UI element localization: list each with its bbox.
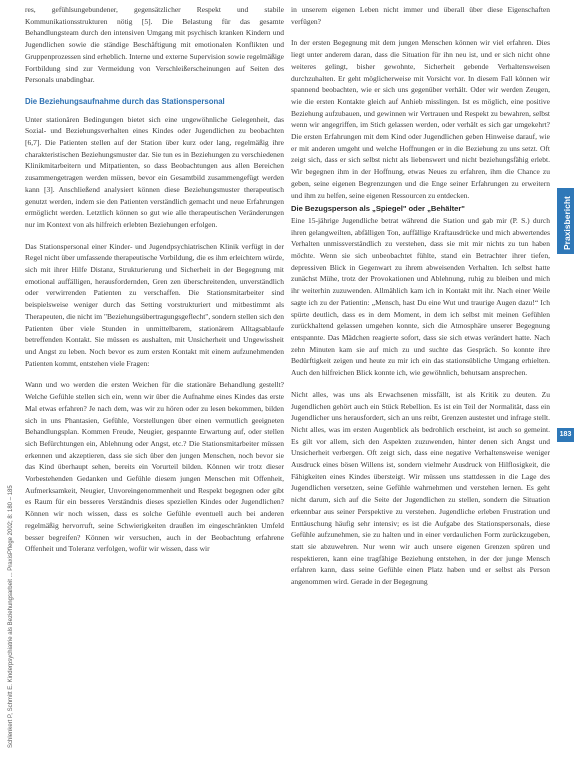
left-column [25,4,284,555]
paragraph: in unserem eigenen Leben nicht immer und überall über diese Eigenschaften verfügen? [291,5,550,26]
paragraph: Unter stationären Bedingungen bietet sich eine ungewöhnliche Gelegenheit, das Sozial- und Beziehungsverhalten eines Kindes oder Jugendlichen zu beobachten [6,7]. Die Patienten stellen auf der Station über kurz oder lang, regelmäßig ihre charakteristischen Beziehungsmuster dar. Sie tun es in Beziehungen zu verschiedenen Klinikmitarbeitern und Mitpatienten, so dass Beobachtungen aus allen Bereichen zusammengetragen werden müssen, bevor ein Gesamtbild zusammengefügt werden kann [3]. Anschließend analysiert können diese Beziehungsmuster therapeutisch genutzt werden, indem sie den Patienten verständlich gemacht und neue Erfahrungen ermöglicht werden. Letztlich können so gut wie alle therapeutischen Veränderungen nur im Kontext von als hilfreich erlebten Beziehungen erfolgen. [25,114,284,229]
subsection-heading: Die Bezugsperson als „Spiegel" oder „Behälter" [291,204,465,214]
citation-footer: Schlenkert P, Schmitt E. Kinderpsychiatrie als Beziehungsarbeit ... PraxisPflege 2002; 8: 180 – 185 [8,485,14,748]
paragraph: res, gefühlsungebundener, gegensätzlicher Respekt und stabile Kommunikationsstrukturen nötig [5]. Die Belastung für das gesamte Behandlungsteam durch den intensiven Umgang mit psychisch kranken Kindern und Jugendlichen sowie die ständige Beschäftigung mit emotionalen Konflikten und Gruppenprozessen sind erheblich. Interne und externe Supervision sowie regelmäßige Fortbildung sind zur Vermeidung von Verschleißerscheinungen auf Seiten des Personals unabdingbar. [25,5,284,85]
paragraph: Nicht alles, was uns als Erwachsenen missfällt, ist als Kritik zu deuten. Zu Jugendlichen gehört auch ein Stück Rebellion. Es ist ein Teil der Normalität, dass ein Jugendlicher uns herausfordert, sich an uns reibt, Grenzen austestet und infrage stellt. Nicht alles, was im ersten Augenblick als bedrohlich erscheint, ist auch so gemeint. Es gilt vor allem, sich den Aspekten zuzuwenden, hinter denen sich Angst und Unsicherheit verbergen. Oft zeigt sich, dass eine negative Verhaltensweise weniger Ausdruck eines bösen Willens ist, sondern vielmehr Ausdruck von Hilflosigkeit, die Fähigkeiten eines Kindes übersteigt. Wir müssen uns stattdessen in die Lage des Jugendlichen versetzen, seine Gefühle wahrnehmen und verstehen lernen. Es geht nicht darum, sich auf die Seite der Jugendlichen zu stellen, sondern die Situation erkennbar aus seiner Perspektive zu verstehen. Jugendliche erleben Frustration und Enttäuschung häufig sehr intensiv; es ist die Aufgabe des Stationspersonals, diese Gefühle aufzunehmen, sie zu halten und in einer verdaulichen Form zurückzugeben, statt sie abzuwehren. Nur wenn wir auch unsere eigenen Grenzen spüren und respektieren, kann eine tragfähige Beziehung entstehen, in der der junge Mensch erfahren kann, dass seine Gefühle einen Platz haben und er selbst als Person angenommen wird. Gerade in der Begegnung [291,389,550,587]
page-number: 183 [557,428,574,442]
paragraph: In der ersten Begegnung mit dem jungen Menschen können wir viel erfahren. Dies liegt unter anderem daran, dass die Situation für ihn neu ist, und er sich nicht ohne weiteres gelingt, bisher gewohnte, Sicherheit gebende Verhaltensweisen durchzuhalten. Er geht möglicherweise mit Vorsicht vor. In diesem Fall können wir spannend beobachten, wie er sich uns gegenüber verhält. Oder wir werden Zeugen, wie die ersten Kontakte gleich auf Anhieb misslingen. Ist es möglich, eine positive Beziehung aufzubauen, und gewinnen wir Vertrauen und Respekt zu bewahren, selbst wenn wir angegriffen, im Stich gelassen werden, oder verhält es sich gar umgekehrt? Die ersten Erfahrungen mit dem Kind oder Jugendlichen geben Hinweise darauf, wie er mit anderen umgeht und welche Hoffnungen er in die Beziehung zu uns setzt. Oft zeigt sich, dass er sich selbst nicht als liebenswert und nicht beziehungsfähig erlebt. Wir begegnen ihm in der Hoffnung, etwas Neues zu erfahren, ihm die Chance zu geben, seine eigenen Begrenzungen und die Enge seiner Erfahrungen zu erweitern und ihm zu helfen, seine eigenen Ressourcen zu entdecken. [291,38,550,200]
paragraph: Eine 15-jährige Jugendliche betrat während die Station und gab mir (P. S.) durch ihren gelangweilten, abfälligen Ton, auffällige Kraftausdrücke und mich abwertendes Verhalten unmissverständlich zu verstehen, dass sie mit mir nichts zu tun haben möchte. Wenn sie sich unbeobachtet fühlte, stand ein Betrachter ihrer tiefen, depressiven Blick in Gegenwart zu ihrem abweisenden Verhalten. Ich selbst hatte zunächst Mühe, trotz der Provokationen und Ablehnung, ruhig zu bleiben und mich ihr weiterhin zuzuwenden. Allmählich kam ich in Kontakt mit ihr. Nach einer Weile sagte ich zu der Patientin: „Mensch, hast Du eine Wut und traurige Augen dazu!“ Ich spürte deutlich, dass es in dem Moment, in dem ich selbst mit meinen Gefühlen zurückhaltend gelassen umgehen konnte, sich die Atmosphäre unserer Begegnung entspannte. Das Mädchen reagierte sofort, dass sie sich etwas verändert hatte. Nach zehn Minuten kam sie auf mich zu und suchte das Gespräch. So konnte ihre Bedürftigkeit zeigen und heute zu mir ich ein das stationsübliche Umgang erhielten. Auch den hilfreichen Blick konnte ich, wie gewöhnlich, behutsam ansprechen. [291,215,550,378]
section-tab-label: Praxisbericht [562,196,572,250]
section-heading: Die Beziehungsaufnahme durch das Stationspersonal [25,96,225,106]
right-column [291,4,550,588]
paragraph: Das Stationspersonal einer Kinder- und Jugendpsychiatrischen Klinik verfügt in der Regel nicht über umfassende therapeutische Vorbildung, die es ihm erleichtern würde, sich mit ihrer Hilfe Distanz, Strukturierung und Sicherheit in der Begegnung mit emotional auffälligen, herausfordernden, Gren zen überschreitenden, unverständlich oder verwirrenden Patienten zu verschaffen. Die Stationsmitarbeiter sind beispielsweise weniger durch das Setting vorstrukturiert und mitbestimmt als Therapeuten, die nicht im "Beziehungsübertragungsgeflecht", sondern stellen sich den Patienten über viele Stunden in unmittelbarem, stationärem Alltagsablaufe betreffenden Kontakt. Sie müssen es aushalten, mit Unsicherheit und Ungewissheit und Angst zu leben. Noch bevor es zum ersten Kontakt mit einem aufzunehmenden Patienten kommt, entstehen viele Fragen: [25,241,284,368]
section-tab [557,188,574,254]
paragraph: Wann und wo werden die ersten Weichen für die stationäre Behandlung gestellt? Welche Gefühle stellen sich ein, wenn wir über die Aufnahme eines Kindes das erste Mal etwas erfahren? Je nach dem, was wir zu hören oder zu lesen bekommen, bilden sich in uns Phantasien, Gefühle, Vorstellungen über einen vermutlich geeigneten Behandlungsplan. Kommen Freude, Neugier, gespannte Erwartung auf, oder stellen sich Befürchtungen ein, Ablehnung oder Angst, etc.? Die Stationsmitarbeiter müssen erkennen und akzeptieren, dass sie sich über den jungen Menschen, noch bevor sie das Kind überhaupt sehen, bereits ein Vorurteil bilden. Können wir trotz dieser Vorbestehenden Gedanken und Gefühle diesem jungen Menschen mit Offenheit, Aufmerksamkeit, Neugier, Unvoreingenommenheit und Respekt begegnen oder gibt es Raum für ein besseres Verständnis dieses speziellen Kindes oder Jugendlichen? Können wir noch wissen, dass es solche Gefühle eventuell auch bei anderen regelmäßig hervorruft, seine Schwierigkeiten draußen im eingeschränkten Umfeld besser begreifen? Können wir versuchen, auch in der Beobachtung erfahrene Offenheit und Toleranz verfolgen, wofür wir wissen, dass wir [25,380,284,554]
